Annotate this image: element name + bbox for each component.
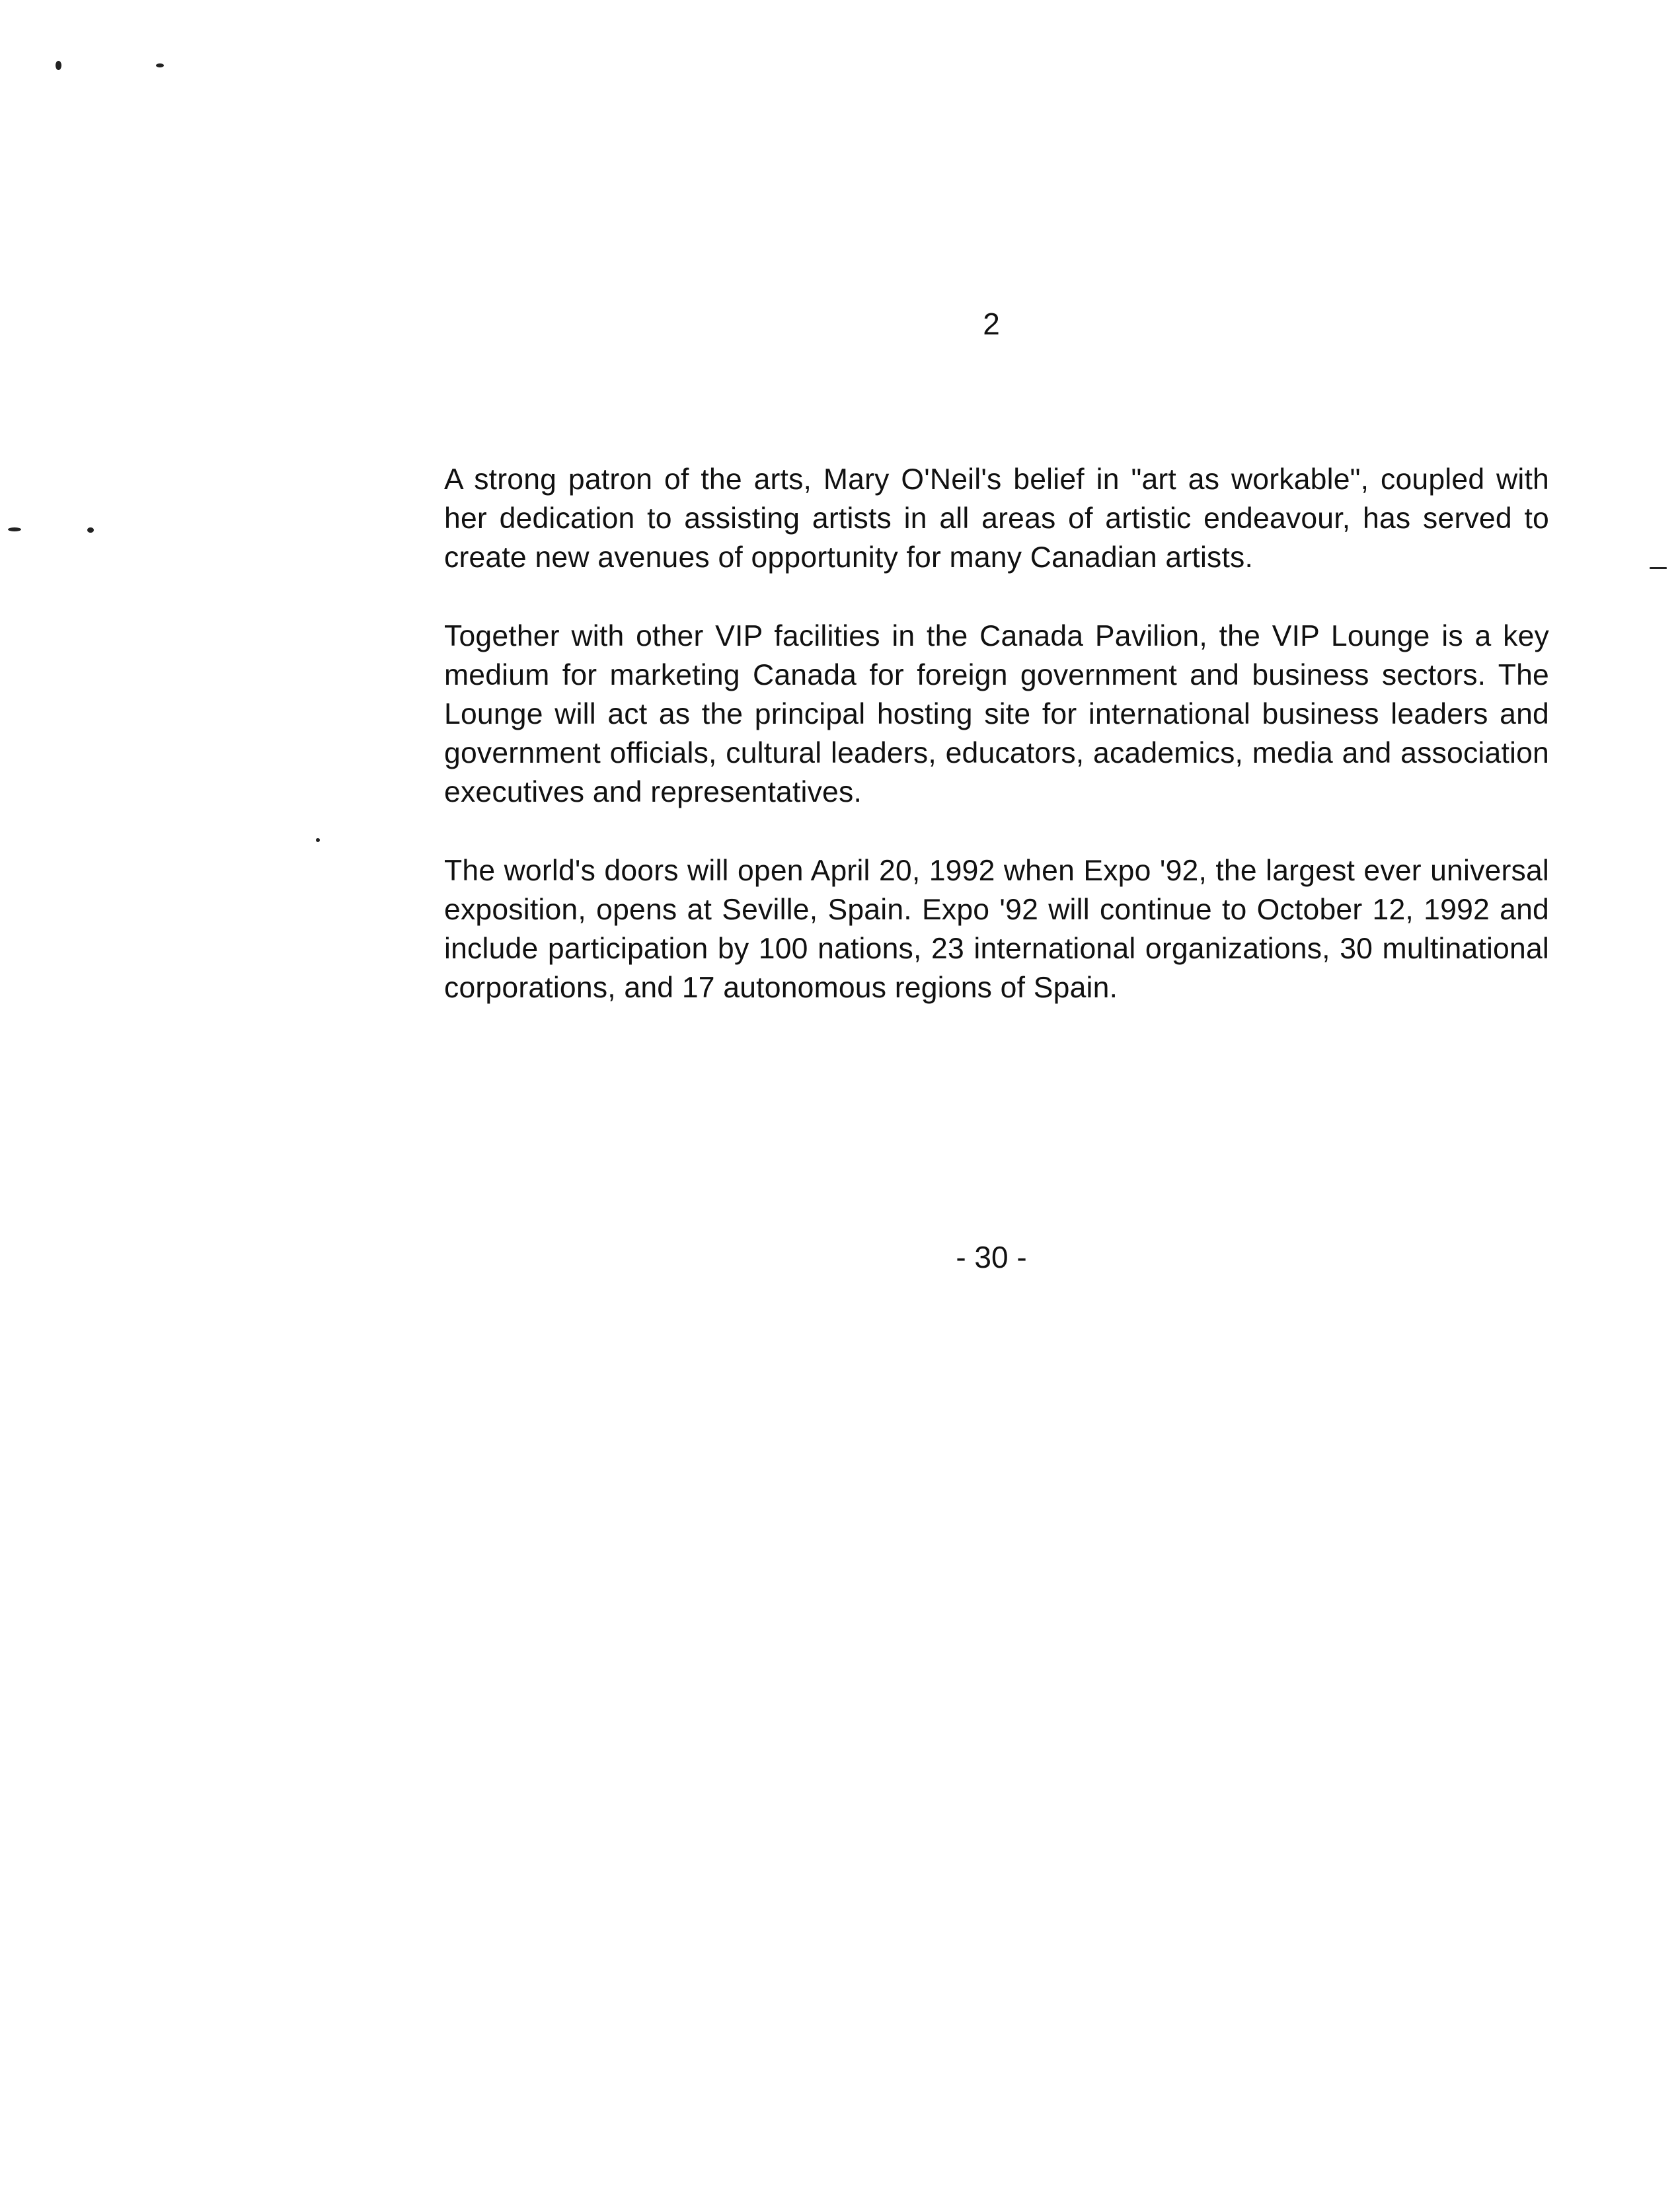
page-label: 2: [983, 307, 1000, 341]
scan-speck: [56, 61, 61, 70]
body-text: [444, 460, 1549, 1047]
scan-speck: [87, 527, 94, 533]
scan-speck: [156, 63, 164, 67]
scan-speck: [8, 527, 21, 531]
footer-page-number: - 30 -: [956, 1240, 1027, 1274]
paragraph-expo-92: The world's doors will open April 20, 1992 when Expo '92, the largest ever universal exposition, opens at Seville, Spain. Expo '92 will continue to October 12, 1992 and include participation by 100 nations, 23 international organizations, 30 multinational corporations, and 17 autonomous regions of Spain.: [444, 855, 1549, 1004]
paragraph-vip-lounge: Together with other VIP facilities in the Canada Pavilion, the VIP Lounge is a key medium for marketing Canada for foreign government and business sectors. The Lounge will act as the principal hosting site for international business leaders and government officials, cultural leaders, educators, academics, media and association executives and representatives.: [444, 620, 1549, 808]
scan-speck: [1650, 567, 1667, 569]
scan-speck: [316, 838, 320, 842]
paragraph-patron: A strong patron of the arts, Mary O'Neil's belief in "art as workable", coupled with her dedication to assisting artists in all areas of artistic endeavour, has served to create new avenues of opportunity for many Canadian artists.: [444, 463, 1549, 574]
